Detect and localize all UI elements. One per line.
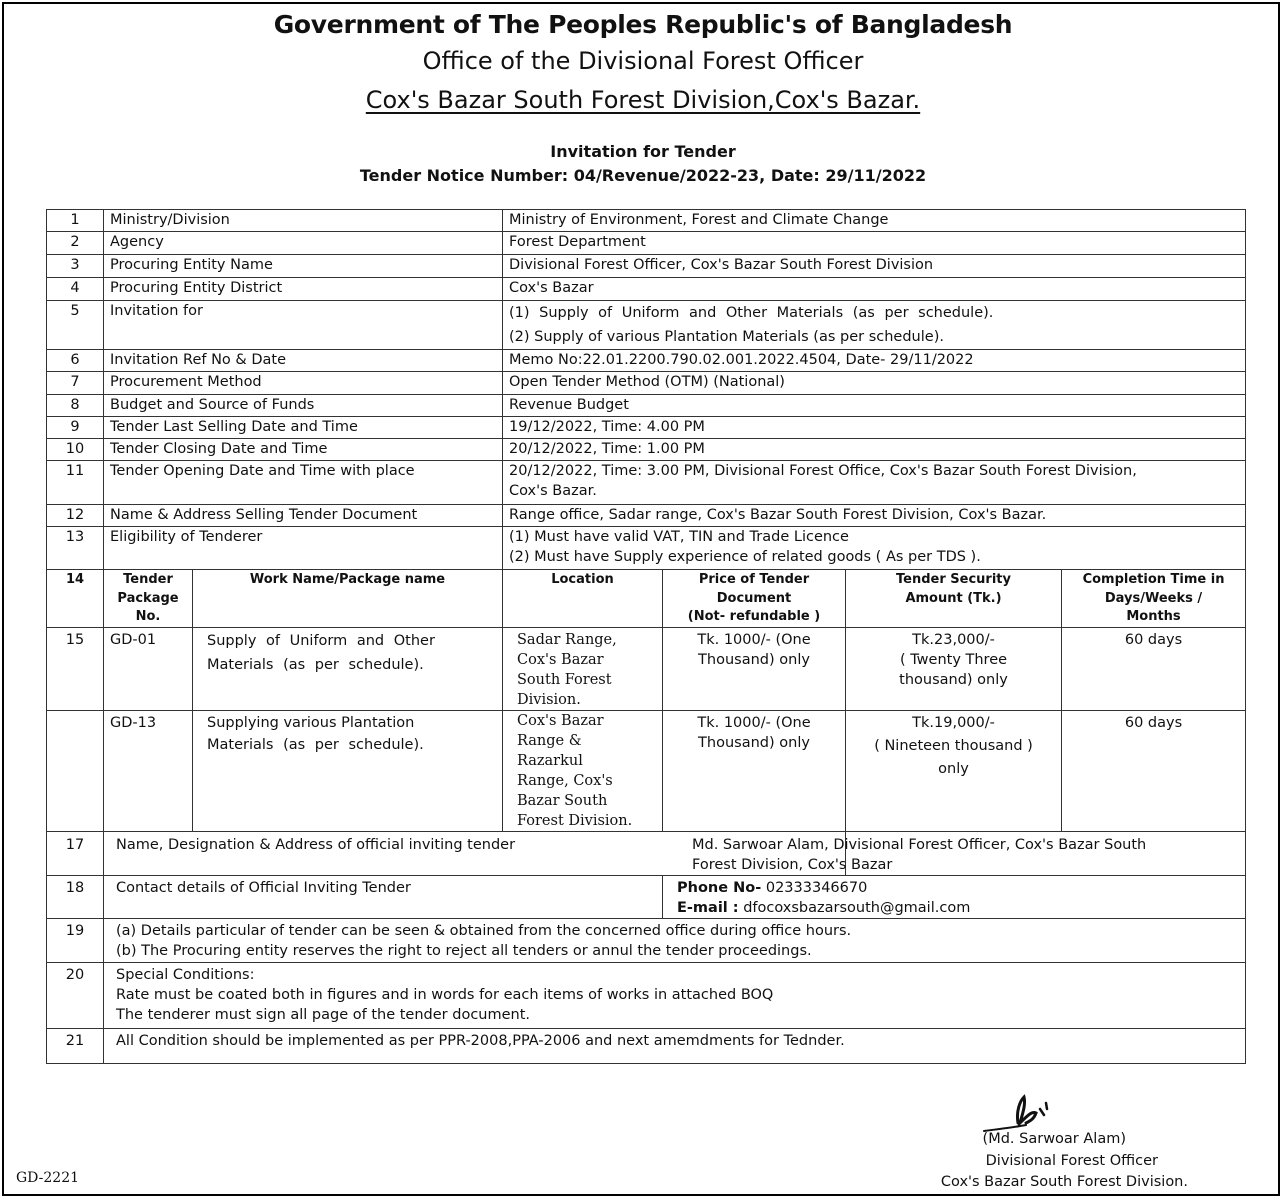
row-number: 9 xyxy=(47,417,104,439)
work-line: Supplying various Plantation xyxy=(207,715,415,731)
row-number: 20 xyxy=(47,963,104,1029)
location-line: Range, Cox's xyxy=(517,773,613,789)
location-header: Location xyxy=(503,570,663,628)
location-line: Cox's Bazar xyxy=(517,713,604,729)
price-line: Tk. 1000/- (One xyxy=(697,632,811,648)
package-price xyxy=(663,628,846,711)
table-row xyxy=(47,527,1246,570)
row-label: Name & Address Selling Tender Document xyxy=(104,505,503,527)
opening-details: 20/12/2022, Time: 3.00 PM, Divisional Forest Office, Cox's Bazar South Forest Division, xyxy=(509,463,1137,479)
row-value xyxy=(104,963,1246,1029)
row-label: Invitation for xyxy=(104,301,503,350)
location-line: Forest Division. xyxy=(517,813,633,829)
official-line: Md. Sarwoar Alam, Divisional Forest Officer, Cox's Bazar South xyxy=(692,837,1147,853)
row-number xyxy=(47,711,104,832)
signatory-name: (Md. Sarwoar Alam) xyxy=(982,1131,1126,1147)
location-line: Razarkul xyxy=(517,753,583,769)
work-line: Materials (as per schedule). xyxy=(207,737,424,753)
security-line: thousand) only xyxy=(899,672,1008,688)
row-label: Tender Last Selling Date and Time xyxy=(104,417,503,439)
header-line: Price of Tender xyxy=(698,572,810,587)
row-label: Procuring Entity Name xyxy=(104,255,503,278)
contact-phone xyxy=(677,878,1239,898)
row-value: All Condition should be implemented as per PPR-2008,PPA-2006 and next amemdments for Tednder. xyxy=(104,1029,1246,1064)
row-value: Range office, Sadar range, Cox's Bazar South Forest Division, Cox's Bazar. xyxy=(503,505,1246,527)
row-number: 7 xyxy=(47,372,104,395)
package-price xyxy=(663,711,846,832)
header-line: Document xyxy=(716,590,792,606)
special-title: Special Conditions: xyxy=(116,967,255,983)
table-row xyxy=(47,350,1246,372)
invitation-item-1: (1) Supply of Uniform and Other Materials (as per schedule). xyxy=(509,305,994,321)
location-line: Range & xyxy=(517,733,582,749)
phone-value: 02333346670 xyxy=(765,880,868,896)
location-line: South Forest xyxy=(517,672,612,688)
header-line: Tender Security xyxy=(896,572,1011,587)
row-value: Revenue Budget xyxy=(503,395,1246,417)
row-number: 3 xyxy=(47,255,104,278)
header-line: Amount (Tk.) xyxy=(905,590,1002,606)
row-number: 10 xyxy=(47,439,104,461)
table-row xyxy=(47,417,1246,439)
row-label: Procuring Entity District xyxy=(104,278,503,301)
row-value xyxy=(692,832,1246,876)
signature-stroke xyxy=(1040,1103,1047,1115)
row-value: Open Tender Method (OTM) (National) xyxy=(503,372,1246,395)
row-number: 5 xyxy=(47,301,104,350)
office-heading: Office of the Divisional Forest Officer xyxy=(422,47,864,75)
package-row xyxy=(47,628,1246,711)
table-row xyxy=(47,439,1246,461)
header-line: No. xyxy=(135,609,161,624)
row-number: 11 xyxy=(47,461,104,505)
location-line: Division. xyxy=(517,692,581,708)
signature-stroke xyxy=(1017,1097,1036,1123)
security-line: ( Twenty Three xyxy=(899,652,1008,668)
row-value xyxy=(503,527,1246,570)
work-line: Materials (as per schedule). xyxy=(207,657,424,673)
table-row xyxy=(47,255,1246,278)
row-value: Forest Department xyxy=(503,232,1246,255)
package-completion: 60 days xyxy=(1062,628,1246,711)
email-label: E-mail : xyxy=(677,900,739,916)
table-row xyxy=(47,395,1246,417)
tender-notice-number: Tender Notice Number: 04/Revenue/2022-23, Date: 29/11/2022 xyxy=(359,166,927,185)
package-code: GD-13 xyxy=(104,711,193,832)
row-number: 1 xyxy=(47,210,104,232)
row-value: 19/12/2022, Time: 4.00 PM xyxy=(503,417,1246,439)
signature-mark xyxy=(980,1093,1060,1135)
row-value: Divisional Forest Officer, Cox's Bazar South Forest Division xyxy=(503,255,1246,278)
row-number: 21 xyxy=(47,1029,104,1064)
row-value: Memo No:22.01.2200.790.02.001.2022.4504, Date- 29/11/2022 xyxy=(503,350,1246,372)
header-line: Tender xyxy=(123,572,173,587)
table-row xyxy=(47,832,1246,876)
row-label: Tender Opening Date and Time with place xyxy=(104,461,503,505)
row-value: Cox's Bazar xyxy=(503,278,1246,301)
package-header-row xyxy=(47,570,1246,628)
division-heading-text: Cox's Bazar South Forest Division,Cox's Bazar. xyxy=(365,86,921,114)
table-row xyxy=(47,876,1246,919)
tender-table xyxy=(46,209,1246,1064)
email-value: dfocoxsbazarsouth@gmail.com xyxy=(743,900,971,916)
price-line: Tk. 1000/- (One xyxy=(697,715,811,731)
location-line: Sadar Range, xyxy=(517,632,617,648)
table-row xyxy=(47,301,1246,350)
security-line: ( Nineteen thousand ) xyxy=(874,738,1033,754)
eligibility-item-1: (1) Must have valid VAT, TIN and Trade Licence xyxy=(509,529,849,545)
row-number: 8 xyxy=(47,395,104,417)
work-line: Supply of Uniform and Other xyxy=(207,633,435,649)
signatory-office: Cox's Bazar South Forest Division. xyxy=(940,1174,1188,1190)
row-value xyxy=(503,301,1246,350)
division-heading xyxy=(0,86,1286,114)
phone-label: Phone No- xyxy=(677,880,762,896)
table-row xyxy=(47,1029,1246,1064)
row-label: Invitation Ref No & Date xyxy=(104,350,503,372)
package-code: GD-01 xyxy=(104,628,193,711)
location-line: Bazar South xyxy=(517,793,608,809)
special-line: Rate must be coated both in figures and in words for each items of works in attached BOQ xyxy=(116,987,774,1003)
invitation-item-2: (2) Supply of various Plantation Materials (as per schedule). xyxy=(509,329,944,345)
security-header xyxy=(846,570,1062,628)
row-label: Budget and Source of Funds xyxy=(104,395,503,417)
package-security xyxy=(846,711,1062,832)
note-b: (b) The Procuring entity reserves the right to reject all tenders or annul the tender proceedings. xyxy=(116,943,812,959)
security-line: only xyxy=(938,761,969,777)
header-line: Months xyxy=(1126,609,1181,624)
row-number: 14 xyxy=(47,570,104,628)
row-label: Name, Designation & Address of official inviting tender xyxy=(104,832,846,876)
row-value: 20/12/2022, Time: 1.00 PM xyxy=(503,439,1246,461)
location-line: Cox's Bazar xyxy=(517,652,604,668)
completion-header xyxy=(1062,570,1246,628)
table-row xyxy=(47,919,1246,963)
price-line: Thousand) only xyxy=(698,735,810,751)
row-label: Ministry/Division xyxy=(104,210,503,232)
row-label: Procurement Method xyxy=(104,372,503,395)
row-label: Tender Closing Date and Time xyxy=(104,439,503,461)
row-value xyxy=(503,461,1246,505)
package-location xyxy=(503,711,663,832)
row-label: Agency xyxy=(104,232,503,255)
package-security xyxy=(846,628,1062,711)
row-number: 2 xyxy=(47,232,104,255)
package-location xyxy=(503,628,663,711)
note-a: (a) Details particular of tender can be seen & obtained from the concerned office during office hours. xyxy=(116,923,852,939)
price-line: Thousand) only xyxy=(698,652,810,668)
invitation-title: Invitation for Tender xyxy=(550,142,736,161)
row-label: Eligibility of Tenderer xyxy=(104,527,503,570)
table-row xyxy=(47,210,1246,232)
security-line: Tk.23,000/- xyxy=(912,632,995,648)
contact-email xyxy=(677,898,1239,918)
package-row xyxy=(47,711,1246,832)
table-row xyxy=(47,278,1246,301)
opening-place: Cox's Bazar. xyxy=(509,483,597,499)
eligibility-item-2: (2) Must have Supply experience of related goods ( As per TDS ). xyxy=(509,549,981,565)
table-row xyxy=(47,963,1246,1029)
row-number: 12 xyxy=(47,505,104,527)
row-value: Ministry of Environment, Forest and Climate Change xyxy=(503,210,1246,232)
row-number: 4 xyxy=(47,278,104,301)
row-number: 15 xyxy=(47,628,104,711)
row-value xyxy=(663,876,1246,919)
header-line: Completion Time in xyxy=(1082,572,1225,587)
row-number: 17 xyxy=(47,832,104,876)
table-row xyxy=(47,372,1246,395)
special-line: The tenderer must sign all page of the tender document. xyxy=(116,1007,531,1023)
table-row xyxy=(47,232,1246,255)
signatory-title: Divisional Forest Officer xyxy=(985,1153,1158,1169)
government-heading: Government of The Peoples Republic's of Bangladesh xyxy=(273,10,1013,39)
package-completion: 60 days xyxy=(1062,711,1246,832)
row-number: 18 xyxy=(47,876,104,919)
row-number: 19 xyxy=(47,919,104,963)
security-line: Tk.19,000/- xyxy=(912,715,995,731)
work-name-header: Work Name/Package name xyxy=(193,570,503,628)
header-line: Package xyxy=(117,590,179,606)
header-line: Days/Weeks / xyxy=(1104,590,1203,606)
package-work-name xyxy=(193,628,503,711)
row-value xyxy=(104,919,1246,963)
package-work-name xyxy=(193,711,503,832)
table-row xyxy=(47,505,1246,527)
document-code: GD-2221 xyxy=(16,1170,80,1186)
table-row xyxy=(47,461,1246,505)
price-header xyxy=(663,570,846,628)
official-line: Forest Division, Cox's Bazar xyxy=(692,857,893,873)
row-number: 13 xyxy=(47,527,104,570)
package-no-header xyxy=(104,570,193,628)
row-label: Contact details of Official Inviting Tender xyxy=(104,876,663,919)
row-number: 6 xyxy=(47,350,104,372)
header-line: (Not- refundable ) xyxy=(687,609,821,624)
